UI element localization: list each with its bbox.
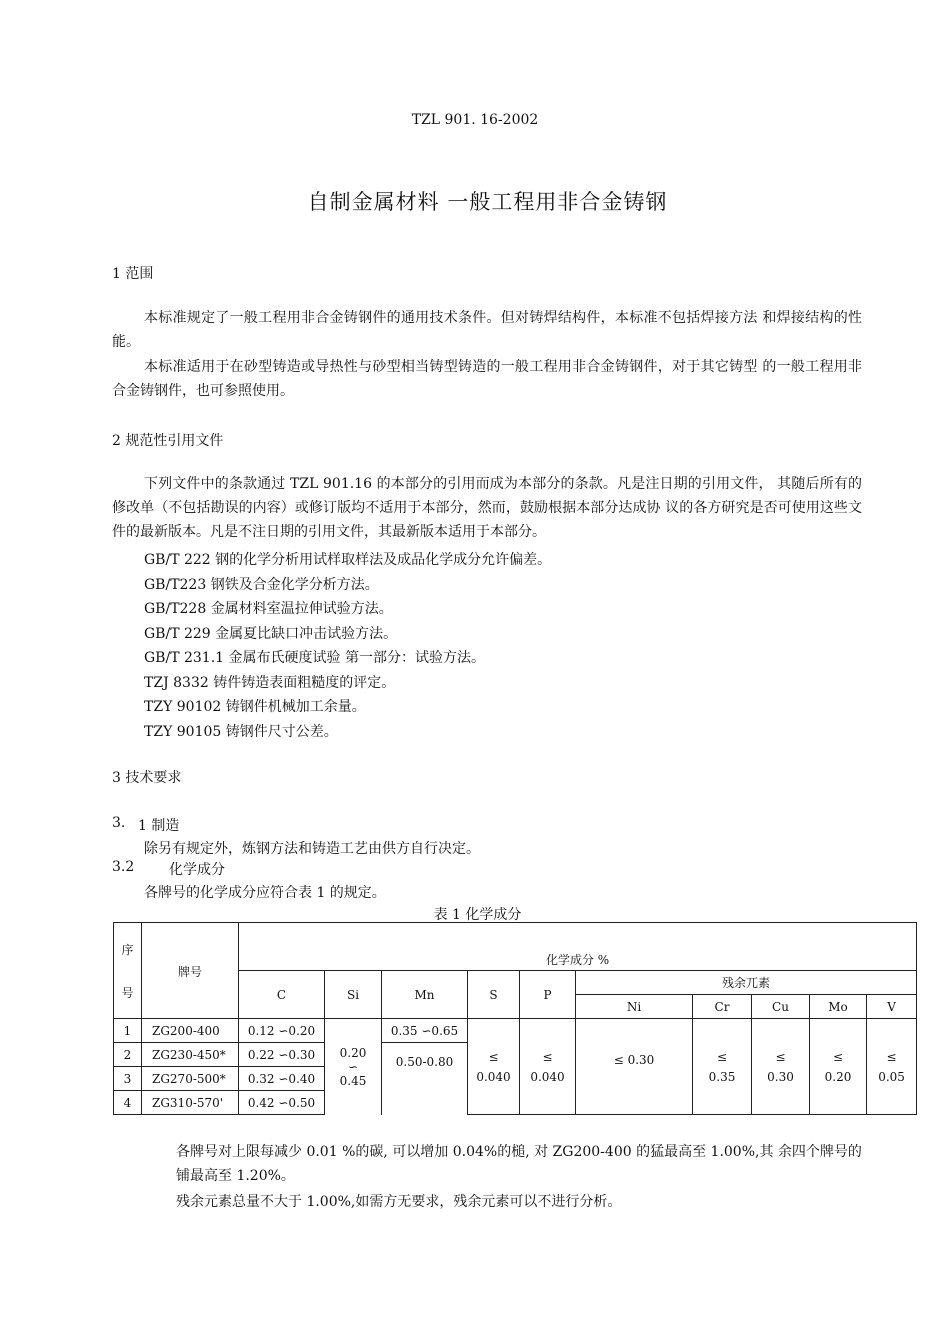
mo-value: 0.20 (824, 1069, 852, 1084)
cell-p (520, 1019, 576, 1115)
reference-item: TZJ 8332 铸件铸造表面粗糙度的评定。 (144, 674, 396, 691)
cell-c: 0.22 ∽0.30 (239, 1043, 325, 1067)
cell-seq: 4 (114, 1091, 142, 1115)
document-code: TZL 901. 16-2002 (411, 112, 539, 128)
si-max: 0.45 (339, 1073, 367, 1088)
cell-mn-row1: 0.35 ∽0.65 (382, 1019, 468, 1043)
cell-cu (752, 1019, 810, 1115)
header-si: Si (325, 971, 382, 1019)
clause-3-1-title: 1 制造 (138, 818, 180, 834)
cell-seq: 3 (114, 1067, 142, 1091)
clause-3-1-text: 除另有规定外，炼钢方法和铸造工艺由供方自行决定。 (144, 841, 480, 857)
cell-grade: ZG310-570' (142, 1091, 239, 1115)
cell-grade: ZG270-500* (142, 1067, 239, 1091)
cu-symbol: ≤ (775, 1049, 786, 1064)
cr-value: 0.35 (708, 1069, 736, 1084)
cell-seq: 1 (114, 1019, 142, 1043)
section-2-paragraph: 下列文件中的条款通过 TZL 901.16 的本部分的引用而成为本部分的条款。凡是注日期的引用文件， 其随后所有的修改单（不包括勘误的内容）或修订版均不适用于本部分，然而，鼓励根据本部分达成协 议的各方研究是否可使用这些文件的最新版本。凡是不注日期的引用文件，其最新版本适用于本部分。 (112, 476, 862, 540)
note-1: 各牌号对上限每减少 0.01 %的碳, 可以增加 0.04%的槌, 对 ZG200-400 的猛最高至 1.00%,其 余四个牌号的铺最高至 1.20%。 (176, 1144, 862, 1184)
header-ni: Ni (576, 995, 693, 1019)
header-sequence (114, 923, 142, 1019)
reference-item: GB/T223 钢铁及合金化学分析方法。 (144, 576, 379, 593)
header-sequence-top: 序 (121, 942, 134, 957)
cell-ni: ≤ 0.30 (576, 1019, 693, 1115)
p-value: 0.040 (530, 1069, 565, 1084)
reference-item: TZY 90105 铸钢件尺寸公差。 (144, 723, 338, 740)
cell-seq: 2 (114, 1043, 142, 1067)
table-notes (176, 1140, 864, 1216)
header-sequence-bottom: 号 (121, 985, 134, 1000)
header-cu: Cu (752, 995, 810, 1019)
document-title: 自制金属材料 一般工程用非合金铸钢 (307, 190, 668, 214)
cell-c: 0.12 ∽0.20 (239, 1019, 325, 1043)
table-caption: 表 1 化学成分 (433, 907, 522, 923)
cell-v (867, 1019, 917, 1115)
header-chemical-composition: 化学成分 % (239, 923, 917, 971)
section-1-paragraph-2: 本标准适用于在砂型铸造或导热性与砂型相当铸型铸造的一般工程用非合金铸钢件，对于其它铸型 的一般工程用非合金铸钢件，也可参照使用。 (112, 359, 862, 399)
cell-mn-rest: 0.50-0.80 (382, 1043, 468, 1115)
clause-3-2-title: 化学成分 (169, 862, 225, 878)
p-symbol: ≤ (542, 1049, 553, 1064)
cell-c: 0.32 ∽0.40 (239, 1067, 325, 1091)
s-symbol: ≤ (488, 1049, 499, 1064)
section-2-heading: 2 规范性引用文件 (112, 433, 224, 449)
section-1-heading: 1 范围 (112, 266, 154, 282)
reference-item: GB/T228 金属材料室温拉伸试验方法。 (144, 601, 393, 617)
reference-item: TZY 90102 铸钢件机械加工余量。 (144, 699, 366, 715)
header-mo: Mo (810, 995, 867, 1019)
section-3-heading: 3 技术要求 (112, 770, 182, 786)
mo-symbol: ≤ (832, 1049, 844, 1064)
header-c: C (239, 971, 325, 1019)
chemical-composition-table (113, 922, 917, 1115)
clause-3-1-number: 3. (112, 815, 126, 831)
section-1-paragraph-1: 本标准规定了一般工程用非合金铸钢件的通用技术条件。但对铸焊结构件，本标准不包括焊接方法 和焊接结构的性能。 (112, 310, 862, 350)
cell-si (325, 1019, 382, 1115)
header-p: P (520, 971, 576, 1019)
cell-s (468, 1019, 520, 1115)
cell-grade: ZG200-400 (142, 1019, 239, 1043)
header-residual-elements: 残余兀素 (576, 971, 917, 995)
reference-item: GB/T 231.1 金属布氏硬度试验 第一部分：试验方法。 (144, 650, 485, 666)
si-min: 0.20 (339, 1045, 367, 1060)
header-v: V (867, 995, 917, 1019)
reference-item: GB/T 222 钢的化学分析用试样取样法及成品化学成分允许偏差。 (144, 552, 552, 568)
cu-value: 0.30 (767, 1069, 794, 1084)
normative-references-list (144, 548, 551, 744)
header-cr: Cr (693, 995, 752, 1019)
reference-item: GB/T 229 金属夏比缺口冲击试验方法。 (144, 625, 398, 642)
v-value: 0.05 (878, 1069, 905, 1084)
header-s: S (468, 971, 520, 1019)
header-grade: 牌号 (142, 923, 239, 1019)
s-value: 0.040 (476, 1069, 511, 1084)
si-range-symbol: ∽ (347, 1059, 359, 1074)
cell-mo (810, 1019, 867, 1115)
cell-c: 0.42 ∽0.50 (239, 1091, 325, 1115)
clause-3-2-text: 各牌号的化学成分应符合表 1 的规定。 (144, 885, 386, 901)
cell-grade: ZG230-450* (142, 1043, 239, 1067)
v-symbol: ≤ (886, 1049, 897, 1064)
clause-3-2-number: 3.2 (112, 859, 135, 875)
note-2: 残余元素总量不大于 1.00%,如需方无要求，残余元素可以不进行分析。 (176, 1194, 622, 1210)
table-row (114, 1019, 917, 1043)
cr-symbol: ≤ (716, 1049, 728, 1064)
header-mn: Mn (382, 971, 468, 1019)
cell-cr (693, 1019, 752, 1115)
